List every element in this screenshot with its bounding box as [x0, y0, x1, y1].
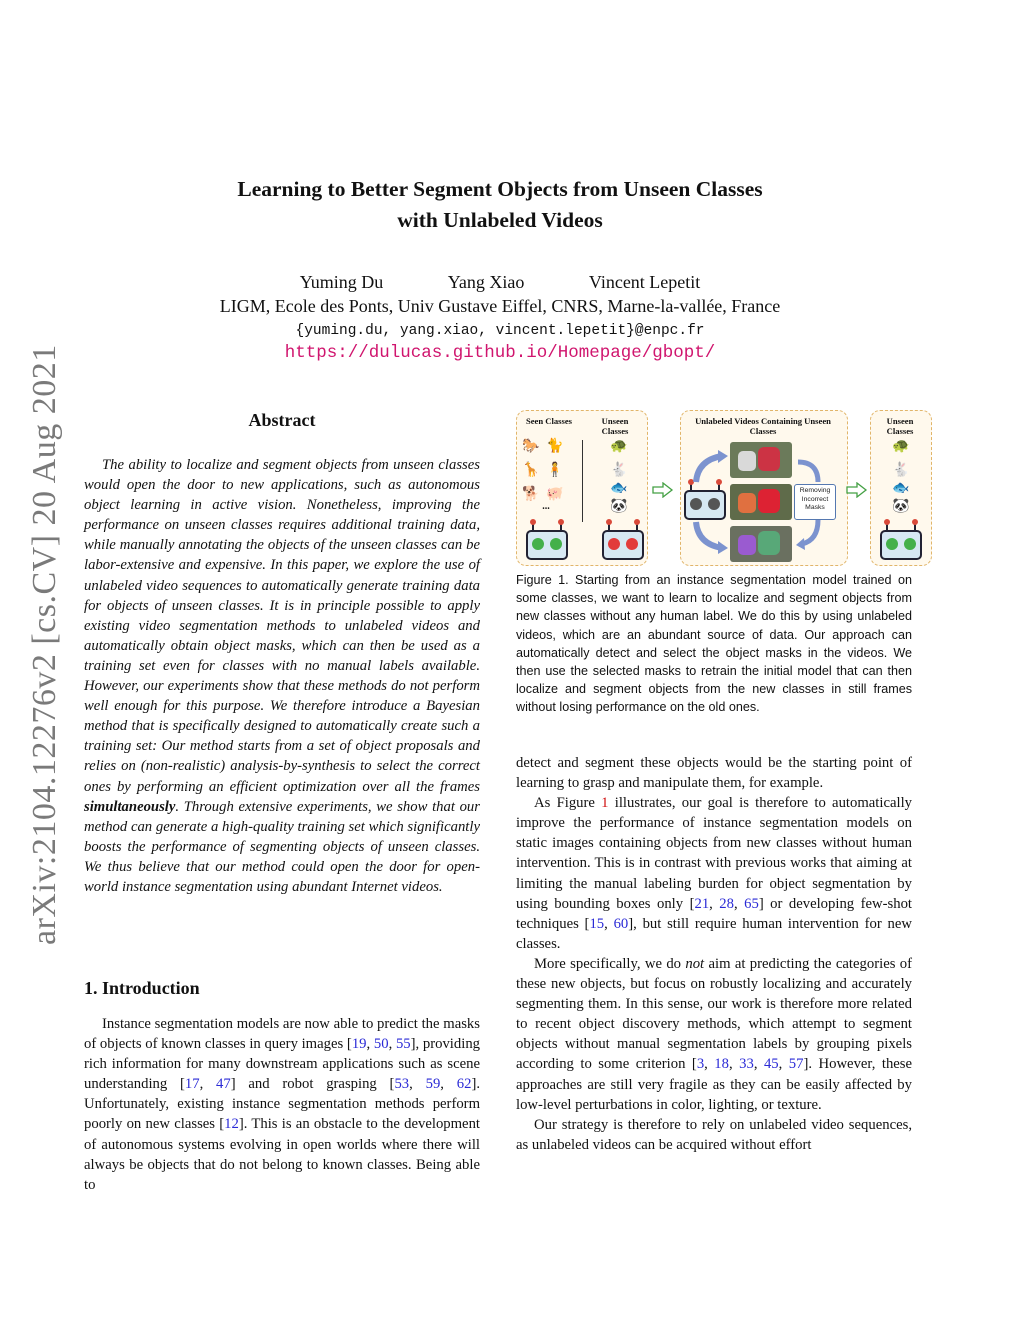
- citation-link[interactable]: 59: [425, 1076, 441, 1093]
- rabbit-icon: 🐇: [892, 462, 910, 478]
- body-text: ]. This is an obstacle to the development of autonomous systems evolving in open worlds where there will always be objects that do not belong to known classes. Being able to: [84, 1116, 480, 1193]
- body-text: More specifically, we do: [534, 955, 686, 972]
- citation-link[interactable]: 3: [696, 1056, 705, 1073]
- turtle-icon: 🐢: [610, 438, 628, 454]
- giraffe-icon: 🦒: [522, 462, 540, 478]
- body-text: ]. Unfortunately, existing instance segmentation methods perform poorly on new classes [: [84, 1076, 481, 1133]
- body-text: illustrates, our goal is therefore to automatically improve the performance of instance segmentation models on static images containing objects from new classes without human intervention. This is in contrast with previous works that aiming at limiting the manual labeling burden for object segmentation by using bounding boxes only [: [516, 795, 912, 912]
- video-frame: [730, 442, 792, 478]
- person-icon: 🧍: [546, 462, 564, 478]
- figure-1-caption: Figure 1. Starting from an instance segmentation model trained on some classes, we want to learn to localize and segment objects from new classes without any human label. We do this by using unlabeled videos, which are an abundant source of data. Our approach can automatically detect and select the object masks in the videos. We then use the selected masks to retrain the initial model that can then localize and segment objects from the new classes in still frames without losing performance on the old ones.: [516, 573, 912, 715]
- curved-arrow-icon: [794, 454, 824, 484]
- fish-icon: 🐟: [610, 480, 628, 496]
- curved-arrow-icon: [688, 450, 728, 484]
- dog-icon: 🐕: [522, 486, 540, 502]
- citation-link[interactable]: 62: [456, 1076, 472, 1093]
- horse-icon: 🐎: [522, 438, 540, 454]
- intro-paragraph: Our strategy is therefore to rely on unlabeled video sequences, as unlabeled videos can be acquired without effort: [516, 1116, 912, 1153]
- abstract-text: The ability to localize and segment objects from unseen classes would open the door to new applications, such as autonomous object learning in active vision. Nonetheless, improving the performance on unseen classes requires additional training data, while manually annotating the objects of the unseen classes can be labor-extensive and expensive. In this paper, we explore the use of unlabeled video sequences to automatically generate training data for objects of unseen classes. It is in principle possible to apply existing video segmentation methods to unlabeled videos and automatically obtain object masks, which can then be used as a training set even for classes with no manual labels available. However, our experiments show that these methods do not perform well enough for this purpose. We therefore introduce a Bayesian method that is specifically designed to automatically create such a training set: Our method starts from a set of object proposals and relies on (non-realistic) analysis-by-synthesis to select the correct ones by performing an efficient optimization over all the frames: [84, 457, 480, 795]
- body-text: ,: [778, 1056, 789, 1073]
- project-url[interactable]: https://dulucas.github.io/Homepage/gbopt/: [284, 343, 716, 363]
- author-name: Yuming Du: [299, 272, 384, 292]
- body-text: ] or developing few-shot techniques [: [516, 895, 912, 932]
- video-frame: [730, 526, 792, 562]
- robot-seen-icon: [526, 530, 568, 560]
- body-text: ] and robot grasping [: [230, 1076, 395, 1093]
- body-text: ,: [199, 1076, 217, 1093]
- body-text: ,: [704, 1056, 715, 1073]
- affiliation: LIGM, Ecole des Ponts, Univ Gustave Eiffel, CNRS, Marne-la-vallée, France: [219, 296, 781, 316]
- arrow-right-icon: [652, 482, 674, 498]
- body-text: ], but still require human intervention for new classes.: [516, 915, 912, 952]
- paper-title-line2: with Unlabeled Videos: [397, 208, 603, 232]
- videos-label: Unlabeled Videos Containing Unseen Classes: [695, 416, 831, 436]
- author-emails: {yuming.du, yang.xiao, vincent.lepetit}@enpc.fr: [295, 323, 705, 339]
- arxiv-identifier: arXiv:2104.12276v2 [cs.CV] 20 Aug 2021: [26, 344, 63, 945]
- citation-link[interactable]: 65: [744, 895, 759, 912]
- body-text: As Figure: [534, 795, 602, 812]
- intro-paragraph: [516, 793, 912, 954]
- removing-masks-box: Removing Incorrect Masks: [794, 484, 836, 520]
- body-text: ,: [753, 1056, 764, 1073]
- body-text: ,: [709, 895, 720, 912]
- rabbit-icon: 🐇: [610, 462, 628, 478]
- citation-link[interactable]: 21: [694, 895, 710, 912]
- citation-link[interactable]: 53: [394, 1076, 410, 1093]
- turtle-icon: 🐢: [892, 438, 910, 454]
- seen-classes-label: Seen Classes: [525, 416, 573, 426]
- citation-link[interactable]: 45: [763, 1056, 779, 1073]
- abstract-body: [84, 455, 480, 897]
- panda-icon: 🐼: [892, 498, 910, 514]
- citation-link[interactable]: 12: [224, 1116, 239, 1133]
- abstract-heading: Abstract: [248, 410, 316, 430]
- emphasis-text: not: [685, 955, 705, 972]
- section-heading-introduction: 1. Introduction: [84, 978, 200, 998]
- ellipsis: ...: [542, 501, 550, 512]
- body-text: ,: [728, 1056, 740, 1073]
- intro-paragraph: [84, 1014, 480, 1195]
- figure-1: [516, 410, 932, 570]
- cat-icon: 🐈: [546, 438, 564, 454]
- arrow-right-icon: [846, 482, 868, 498]
- citation-link[interactable]: 17: [184, 1076, 200, 1093]
- citation-link[interactable]: 18: [714, 1056, 729, 1073]
- citation-link[interactable]: 57: [788, 1056, 804, 1073]
- robot-unseen-icon: [602, 530, 644, 560]
- abstract-text: . Through extensive experiments, we show that our method can generate a high-quality training set which significantly boosts the performance of segmenting objects of unseen classes. We thus believe that our method could open the door for open-world instance segmentation using abundant Internet videos.: [84, 798, 480, 895]
- robot-improved-icon: [880, 530, 922, 560]
- body-text: Instance segmentation models are now able to predict the masks of objects of known classes in query images [: [84, 1016, 480, 1053]
- author-list: [0, 272, 1000, 293]
- author-name: Vincent Lepetit: [588, 272, 701, 292]
- body-text: ,: [604, 915, 614, 932]
- pig-icon: 🐖: [546, 486, 564, 502]
- robot-model-icon: [684, 490, 726, 520]
- panda-icon: 🐼: [610, 498, 628, 514]
- unseen-classes-label: Unseen Classes: [601, 416, 629, 436]
- body-text: ], providing rich information for many downstream applications such as scene understanding [: [84, 1036, 481, 1093]
- citation-link[interactable]: 50: [373, 1036, 389, 1053]
- citation-link[interactable]: 60: [613, 915, 629, 932]
- intro-right-column: [516, 753, 912, 1155]
- paper-title-line1: Learning to Better Segment Objects from Unseen Classes: [237, 177, 763, 201]
- body-text: ,: [733, 895, 745, 912]
- intro-left-column: [84, 1014, 480, 1195]
- body-text: aim at predicting the categories of these new objects, but focus on robustly localizing and accurately segmenting them. In this sense, our work is therefore more related to recent object discovery methods, which attempt to segment objects without manual segmentation labels by grouping pixels according to some criterion [: [516, 955, 912, 1073]
- citation-link[interactable]: 47: [216, 1076, 231, 1093]
- citation-link[interactable]: 19: [351, 1036, 367, 1053]
- citation-link[interactable]: 55: [395, 1036, 411, 1053]
- video-frame: [730, 484, 792, 520]
- citation-link[interactable]: 28: [719, 895, 734, 912]
- body-text: ]. However, these approaches are still very fragile as they can be easily affected by low-level perturbations in color, lighting, or texture.: [516, 1056, 913, 1113]
- abstract-emphasis: simultaneously: [84, 798, 176, 815]
- intro-paragraph: [516, 954, 912, 1115]
- intro-paragraph: detect and segment these objects would be the starting point of learning to grasp and manipulate them, for example.: [516, 755, 912, 792]
- curved-arrow-icon: [688, 520, 728, 554]
- curved-arrow-icon: [796, 518, 826, 550]
- body-text: ,: [366, 1036, 374, 1053]
- body-text: ,: [440, 1076, 457, 1093]
- unseen-classes-label-right: Unseen Classes: [886, 416, 914, 436]
- author-name: Yang Xiao: [447, 272, 525, 292]
- fish-icon: 🐟: [892, 480, 910, 496]
- body-text: ,: [388, 1036, 396, 1053]
- citation-link[interactable]: 33: [739, 1056, 754, 1073]
- body-text: ,: [409, 1076, 426, 1093]
- citation-link[interactable]: 15: [589, 915, 605, 932]
- class-divider: [582, 440, 583, 522]
- figure-reference-link[interactable]: 1: [601, 795, 609, 812]
